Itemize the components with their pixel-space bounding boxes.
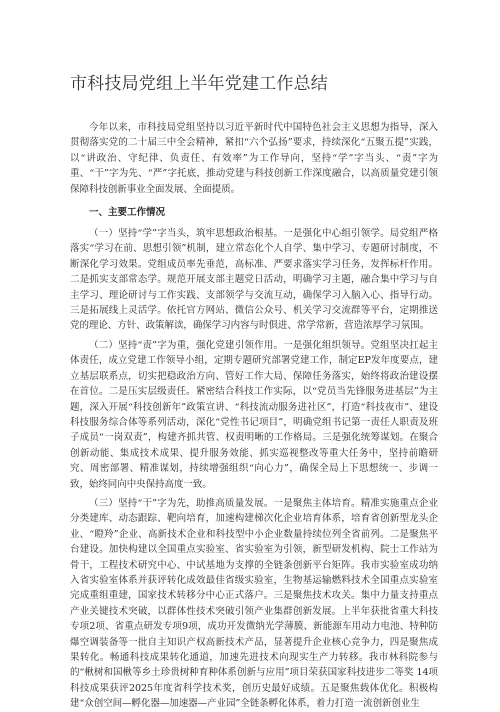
paragraph-responsibility: （二）坚持“责”字为重，强化党建引领作用。一是强化组织领导。党组坚决扛起主体责任，成立党建工作领导小组，定期专题研究部署党建工作，制定EP发年度要点，建立基层联系点，切实把稳政治方向、管好工作大局、保障任务落实，始终将政治建设摆在首位。二是压实层级责任。紧密结合科技工作实际，以“党员当先锋服务进基层”为主题，深入开展“科技创新年”政策宣讲、“科技流动服务进社区”，打造“科技夜市”、建设科技服务综合体等系列活动，深化“党性书记项目”，明确党组书记第一责任人职责及班子成员“一岗双责”，构建齐抓共管、权责明晰的工作格局。三是强化统筹谋划。在聚合创新动能、集成技术成果、提升服务效能、抓实巡视整改等重大任务中，坚持前瞻研究、周密部署、精准谋划，持续增强组织“向心力”，确保全局上下思想统一、步调一致，始终同向中央保持高度一致。: [70, 339, 438, 490]
document-title: 市科技局党组上半年党建工作总结: [70, 74, 328, 94]
paragraph-action: （三）坚持“干”字为先，助推高质量发展。一是聚焦主体培育。精准实施重点企业分类建库、动态跟踪、靶向培育，加速构建梯次化企业培育体系，培育省创新型龙头企业、“瞪羚”企业、高新技术企业和科技型中小企业数量持续位列全省前列。二是聚焦平台建设。加快构建以全国重点实验室、省实验室为引领，新型研发机构、院士工作站为骨干，工程技术研究中心、中试基地为支撑的全链条创新平台矩阵。我市实验室成功纳入省实验室体系并获评转化成效最佳省级实验室，生物基运输燃料技术全国重点实验室完成重组重建，国家技术转移分中心正式落户。三是聚焦技术攻关。集中力量支持重点产业关键技术突破，以群体性技术突破引领产业集群创新发展。上半年获批省重大科技专项2项、省重点研发专项9项，成功开发微纳光学薄膜、新能源车用动力电池、特种防爆空调装备等一批自主知识产权高新技术产品，显著提升企业核心竞争力，四是聚焦成果转化。畅通科技成果转化通道，加速先进技术向现实生产力转移。我市林科院参与的“楸树和国楸等乡土珍贵树种育种体系创新与应用”项目荣获国家科技进步二等奖 14项科技成果获评2025年度省科学技术奖，创历史最好成绩。五是聚焦载体优化。积极构建“众创空间—孵化器—加速器—产业园”全链条孵化体系，着力打造一流创新创业生: [70, 497, 438, 710]
paragraph-study: （一）坚持“学”字当头，筑牢思想政治根基。一是强化中心组引领学。局党组严格落实“学习在前、思想引领”机制，建立常态化个人自学、集中学习、专题研讨制度，不断深化学习效果。党组成员率先垂范，高标准、严要求落实学习任务，发挥标杆作用。二是抓实支部常态学。规范开展支部主题党日活动，明确学习主题，融合集中学习与自主学习、理论研讨与工作实践、支部领学与交流互动，确保学习入脑入心、指导行动。三是拓展线上灵活学。依托官方网站、微信公众号、机关学习交流群等平台，定期推送党的理论、方针、政策解读，确保学习内容与时俱进、常学常新，营造浓厚学习氛围。: [70, 228, 438, 332]
intro-paragraph: 今年以来，市科技局党组坚持以习近平新时代中国特色社会主义思想为指导，深入贯彻落实党的二十届三中全会精神，紧扣“六个弘扬”要求，持续深化“五聚五提”实践，以“讲政治、守纪律、负责任、有效率”为工作导向，坚持“学”字当头、“责”字为重、“干”字为先、“严”字托底，推动党建与科技创新工作深度融合，以高质量党建引领保障科技创新事业全面发展、全面提质。: [70, 122, 438, 195]
section-heading: 一、主要工作情况: [89, 207, 166, 219]
